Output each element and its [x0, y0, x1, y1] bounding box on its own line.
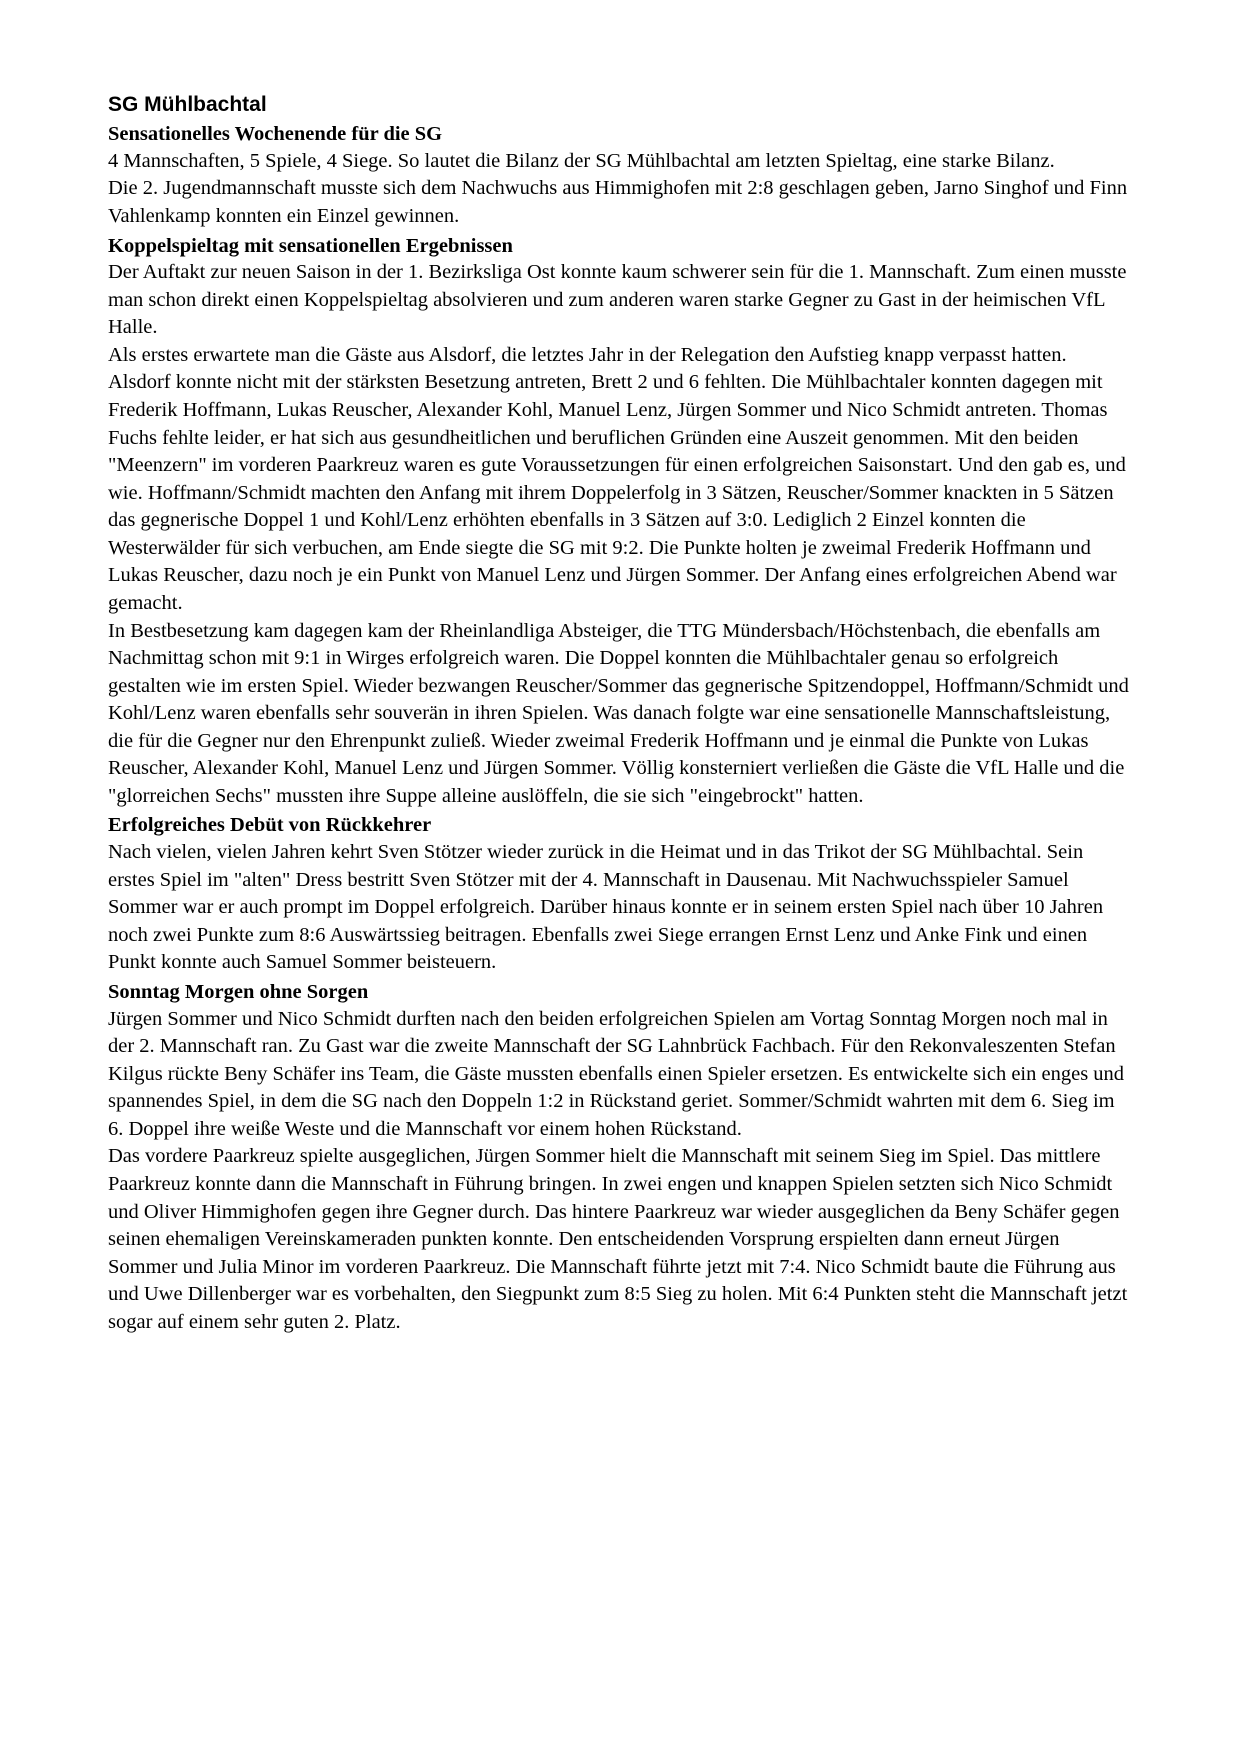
- paragraph: Der Auftakt zur neuen Saison in der 1. Bezirksliga Ost konnte kaum schwerer sein für die 1. Mannschaft. Zum einen musste man schon direkt einen Koppelspieltag absolvieren und zum anderen waren starke Gegner zu Gast in der heimischen VfL Halle.: [108, 261, 1127, 339]
- paragraph: Das vordere Paarkreuz spielte ausgeglichen, Jürgen Sommer hielt die Mannschaft mit seinem Sieg im Spiel. Das mittlere Paarkreuz konnte dann die Mannschaft in Führung bringen. In zwei engen und knappen Spielen setzten sich Nico Schmidt und Oliver Himmighofen gegen ihre Gegner durch. Das hintere Paarkreuz war wieder ausgeglichen da Beny Schäfer gegen seinen ehemaligen Vereinskameraden punkten konnte. Den entscheidenden Vorsprung erspielten dann erneut Jürgen Sommer und Julia Minor im vorderen Paarkreuz. Die Mannschaft führte jetzt mit 7:4. Nico Schmidt baute die Führung aus und Uwe Dillenberger war es vorbehalten, den Siegpunkt zum 8:5 Sieg zu holen. Mit 6:4 Punkten steht die Mannschaft jetzt sogar auf einem sehr guten 2. Platz.: [108, 1145, 1128, 1333]
- section-sensationelles-wochenende: [108, 121, 1132, 230]
- section-heading: Erfolgreiches Debüt von Rückkehrer: [108, 814, 432, 837]
- section-heading: Koppelspieltag mit sensationellen Ergebnissen: [108, 234, 513, 257]
- paragraph: Jürgen Sommer und Nico Schmidt durften nach den beiden erfolgreichen Spielen am Vortag Sonntag Morgen noch mal in der 2. Mannschaft ran. Zu Gast war die zweite Mannschaft der SG Lahnbrück Fachbach. Für den Rekonvaleszenten Stefan Kilgus rückte Beny Schäfer ins Team, die Gäste mussten ebenfalls einen Spieler ersetzen. Es entwickelte sich ein enges und spannendes Spiel, in dem die SG nach den Doppeln 1:2 in Rückstand geriet. Sommer/Schmidt wahrten mit dem 6. Sieg im 6. Doppel ihre weiße Weste und die Mannschaft vor einem hohen Rückstand.: [108, 1007, 1125, 1140]
- section-erfolgreiches-debuet: [108, 812, 1132, 976]
- section-heading: Sensationelles Wochenende für die SG: [108, 123, 443, 146]
- section-koppelspieltag: [108, 233, 1132, 811]
- section-heading: Sonntag Morgen ohne Sorgen: [108, 980, 369, 1003]
- section-sonntag-morgen: [108, 979, 1132, 1336]
- paragraph: Nach vielen, vielen Jahren kehrt Sven Stötzer wieder zurück in die Heimat und in das Trikot der SG Mühlbachtal. Sein erstes Spiel im "alten" Dress bestritt Sven Stötzer mit der 4. Mannschaft in Dausenau. Mit Nachwuchsspieler Samuel Sommer war er auch prompt im Doppel erfolgreich. Darüber hinaus konnte er in seinem ersten Spiel nach über 10 Jahren noch zwei Punkte zum 8:6 Auswärtssieg beitragen. Ebenfalls zwei Siege errangen Ernst Lenz und Anke Fink und einen Punkt konnte auch Samuel Sommer beisteuern.: [108, 841, 1104, 974]
- paragraph: In Bestbesetzung kam dagegen kam der Rheinlandliga Absteiger, die TTG Mündersbach/Höchstenbach, die ebenfalls am Nachmittag schon mit 9:1 in Wirges erfolgreich waren. Die Doppel konnten die Mühlbachtaler genau so erfolgreich gestalten wie im ersten Spiel. Wieder bezwangen Reuscher/Sommer das gegnerische Spitzendoppel, Hoffmann/Schmidt und Kohl/Lenz waren ebenfalls sehr souverän in ihren Spielen. Was danach folgte war eine sensationelle Mannschaftsleistung, die für die Gegner nur den Ehrenpunkt zuließ. Wieder zweimal Frederik Hoffmann und je einmal die Punkte von Lukas Reuscher, Alexander Kohl, Manuel Lenz und Jürgen Sommer. Völlig konsterniert verließen die Gäste die VfL Halle und die "glorreichen Sechs" mussten ihre Suppe alleine auslöffeln, die sie sich "eingebrockt" hatten.: [108, 619, 1129, 807]
- page-title: SG Mühlbachtal: [108, 93, 267, 116]
- paragraph: Die 2. Jugendmannschaft musste sich dem Nachwuchs aus Himmighofen mit 2:8 geschlagen geben, Jarno Singhof und Finn Vahlenkamp konnten ein Einzel gewinnen.: [108, 177, 1128, 228]
- paragraph: Als erstes erwartete man die Gäste aus Alsdorf, die letztes Jahr in der Relegation den Aufstieg knapp verpasst hatten. Alsdorf konnte nicht mit der stärksten Besetzung antreten, Brett 2 und 6 fehlten. Die Mühlbachtaler konnten dagegen mit Frederik Hoffmann, Lukas Reuscher, Alexander Kohl, Manuel Lenz, Jürgen Sommer und Nico Schmidt antreten. Thomas Fuchs fehlte leider, er hat sich aus gesundheitlichen und beruflichen Gründen eine Auszeit genommen. Mit den beiden "Meenzern" im vorderen Paarkreuz waren es gute Voraussetzungen für einen erfolgreichen Saisonstart. Und den gab es, und wie. Hoffmann/Schmidt machten den Anfang mit ihrem Doppelerfolg in 3 Sätzen, Reuscher/Sommer knackten in 5 Sätzen das gegnerische Doppel 1 und Kohl/Lenz erhöhten ebenfalls in 3 Sätzen auf 3:0. Lediglich 2 Einzel konnten die Westerwälder für sich verbuchen, am Ende siegte die SG mit 9:2. Die Punkte holten je zweimal Frederik Hoffmann und Lukas Reuscher, dazu noch je ein Punkt von Manuel Lenz und Jürgen Sommer. Der Anfang eines erfolgreichen Abend war gemacht.: [108, 343, 1126, 614]
- paragraph: 4 Mannschaften, 5 Spiele, 4 Siege. So lautet die Bilanz der SG Mühlbachtal am letzten Spieltag, eine starke Bilanz.: [108, 149, 1055, 172]
